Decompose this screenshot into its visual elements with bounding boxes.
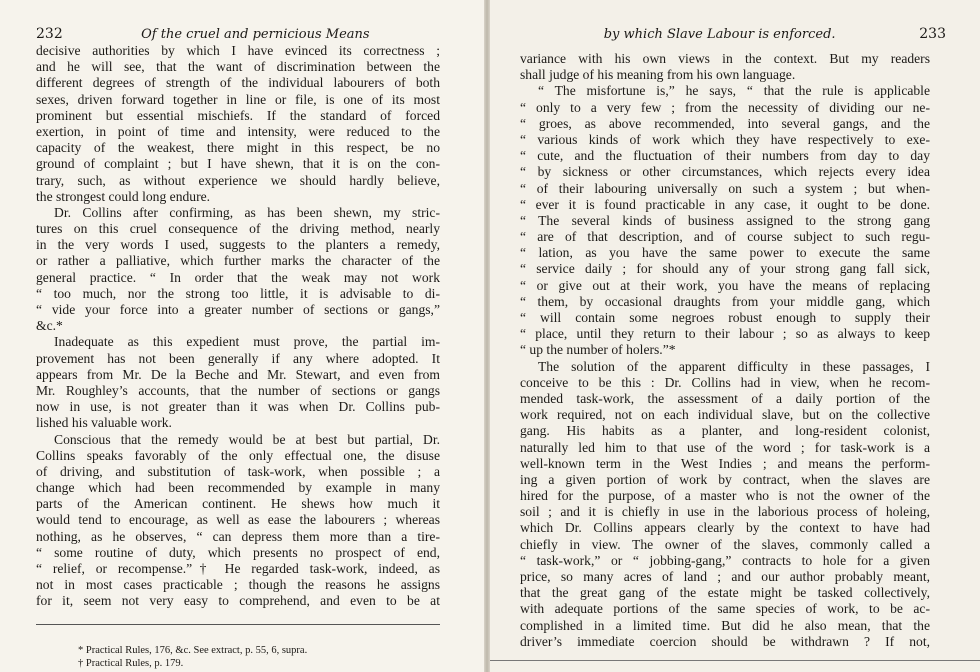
text-line: provement has not been generally if any where adopted. It <box>36 350 440 366</box>
text-line: “ task-work,” or “ jobbing-gang,” contracts to hole for a given <box>520 552 930 568</box>
text-line: with adequate portions of the same species of work, to be ac- <box>520 601 930 617</box>
text-line: trary, such, as without experience we should hardly believe, <box>36 172 440 188</box>
text-line: driver’s immediate coercion should be withdrawn ? If not, <box>520 633 930 649</box>
footnote: * Practical Rules, 176, &c. See extract, p. 55, 6, supra. <box>78 645 308 656</box>
text-line: “ only to a very few ; from the necessity of dividing our ne- <box>520 99 930 115</box>
text-line: “ various kinds of work which they have respectively to exe- <box>520 131 930 147</box>
text-line: work required, not on each individual slave, but on the collective <box>520 407 930 423</box>
text-line: naturally led him to that use of the word ; for task-work is a <box>520 439 930 455</box>
text-line: “ will contain some negroes robust enough to supply their <box>520 310 930 325</box>
text-line: change which had been recommended by example in many <box>36 480 440 496</box>
page-number: 233 <box>919 26 946 42</box>
text-line: The solution of the apparent difficulty in these passages, I <box>538 358 930 374</box>
text-line: ing a given portion of work by contract, when the slaves are <box>520 471 930 487</box>
text-line: hired for the purpose, of a master who is not the owner of the <box>520 488 930 504</box>
text-line: “ are of that description, and of course subject to such regu- <box>520 229 930 245</box>
text-line: exertion, in point of time and intensity, were reduced to the <box>36 123 440 139</box>
text-line: “ The misfortune is,” he says, “ that the rule is applicable <box>538 83 930 99</box>
text-line: general practice. “ In order that the weak may not work <box>36 269 440 285</box>
text-line: in the very words I used, suggests to the planters a remedy, <box>36 237 440 253</box>
text-line: “ groes, as above recommended, into several gangs, and the <box>520 115 930 131</box>
text-line: decisive authorities by which I have evinced its correctness ; <box>36 43 440 58</box>
text-line: complished in a limited time. But did he also mean, that the <box>520 617 930 633</box>
text-line: Collins speaks favorably of the only effectual one, the disuse <box>36 447 440 463</box>
text-line: Mr. Roughley’s accounts, that the number of sections or gangs <box>36 382 440 398</box>
text-line: gang. His habits as a planter, and long-resident colonist, <box>520 423 930 439</box>
text-line: “ or give out at their work, you have the means of replacing <box>520 277 930 293</box>
text-line: Dr. Collins after confirming, as has been shewn, my stric- <box>54 204 440 220</box>
text-line: appears from Mr. De la Beche and Mr. Stewart, and even from <box>36 366 440 382</box>
text-line: variance with his own views in the context. But my readers <box>520 51 930 66</box>
text-line: “ some routine of duty, which presents no prospect of end, <box>36 544 440 560</box>
text-line: the strongest could long endure. <box>36 188 211 204</box>
text-line: “ service daily ; for should any of your strong gang fall sick, <box>520 261 930 277</box>
text-line: nothing, as he observes, “ can depress them more than a tire- <box>36 528 440 544</box>
text-line: not in most cases practicable ; though the reasons he assigns <box>36 577 440 593</box>
text-line: “ of their labouring universally on such a system ; but when- <box>520 180 930 196</box>
text-line: that the great gang of the estate might be tasked collectively, <box>520 585 930 601</box>
text-line: chiefly in view. The owner of the slaves, commonly called a <box>520 536 930 552</box>
text-line: for it, seem not very easy to comprehend, and even to be at <box>36 593 440 609</box>
text-line: “ place, until they return to their labour ; so as always to keep <box>520 326 930 342</box>
text-line: “ them, by occasional draughts from your middle gang, which <box>520 293 930 309</box>
text-line: Conscious that the remedy would be at best but partial, Dr. <box>54 431 440 447</box>
right-page <box>490 0 980 672</box>
text-line: now in use, is not greater than it was when Dr. Collins pub- <box>36 399 440 415</box>
text-line: lished his valuable work. <box>36 415 172 431</box>
left-page-body <box>36 43 440 610</box>
text-line: “ ever it is found practicable in any case, it ought to be done. <box>520 196 930 212</box>
footnote-rule <box>36 624 440 625</box>
footnote: † Practical Rules, p. 179. <box>78 658 184 669</box>
text-line: sexes, driven forward together in line or file, is one of its most <box>36 91 440 107</box>
text-line: &c.* <box>36 318 63 334</box>
text-line: Inadequate as this expedient must prove, the partial im- <box>54 334 440 350</box>
running-title: by which Slave Labour is enforced. <box>603 27 836 42</box>
text-line: “ too much, nor the strong too little, it is advisable to di- <box>36 285 440 301</box>
text-line: which Dr. Collins appears clearly by the context to have had <box>520 520 930 536</box>
text-line: “ cute, and the fluctuation of their numbers from day to day <box>520 148 930 164</box>
text-line: capacity of the weakest, there might in this respect, be no <box>36 140 440 156</box>
text-line: “ up the number of holers.”* <box>520 342 676 358</box>
text-line: or rather a palliative, which further marks the character of the <box>36 253 440 269</box>
left-page-header <box>36 26 448 42</box>
text-line: of driving, and substitution of task-work, when possible ; a <box>36 463 440 479</box>
text-line: “ relief, or recompense.”† He regarded task-work, indeed, as <box>36 561 440 576</box>
text-line: conceive to be this : Dr. Collins had in view, when he recom- <box>520 374 930 390</box>
text-line: different degrees of strength of the individual labourers of both <box>36 75 440 91</box>
text-line: “ lation, as you have the same power to execute the same <box>520 245 930 261</box>
right-page-header <box>520 26 946 42</box>
text-line: parts of the American continent. He shews how much it <box>36 496 440 512</box>
right-page-body <box>520 51 930 650</box>
page-number: 232 <box>36 26 63 42</box>
text-line: well-known term in the West Indies ; and means the perform- <box>520 455 930 471</box>
text-line: price, so many acres of land ; and our author probably meant, <box>520 569 930 584</box>
text-line: prominent but essential mischiefs. If the standard of forced <box>36 107 440 123</box>
text-line: tures on this cruel consequence of the driving method, nearly <box>36 221 440 237</box>
text-line: mended task-work, the assessment of a daily portion of the <box>520 390 930 406</box>
page-bottom-rule <box>490 660 980 661</box>
text-line: and he will see, that the want of discrimination between the <box>36 59 440 75</box>
text-line: “ by sickness or other circumstances, which rejects every idea <box>520 164 930 180</box>
text-line: “ vide your force into a greater number of sections or gangs,” <box>36 302 440 317</box>
running-title: Of the cruel and pernicious Means <box>141 27 370 42</box>
text-line: “ The several kinds of business assigned to the strong gang <box>520 212 930 228</box>
text-line: ground of complaint ; but I have shewn, that it is on the con- <box>36 156 440 172</box>
left-page <box>0 0 484 672</box>
text-line: shall judge of his meaning from his own language. <box>520 67 796 83</box>
text-line: would tend to encourage, as well as ease the labourers ; whereas <box>36 512 440 528</box>
text-line: soil ; and it is chiefly in use in the laborious process of holeing, <box>520 504 930 520</box>
